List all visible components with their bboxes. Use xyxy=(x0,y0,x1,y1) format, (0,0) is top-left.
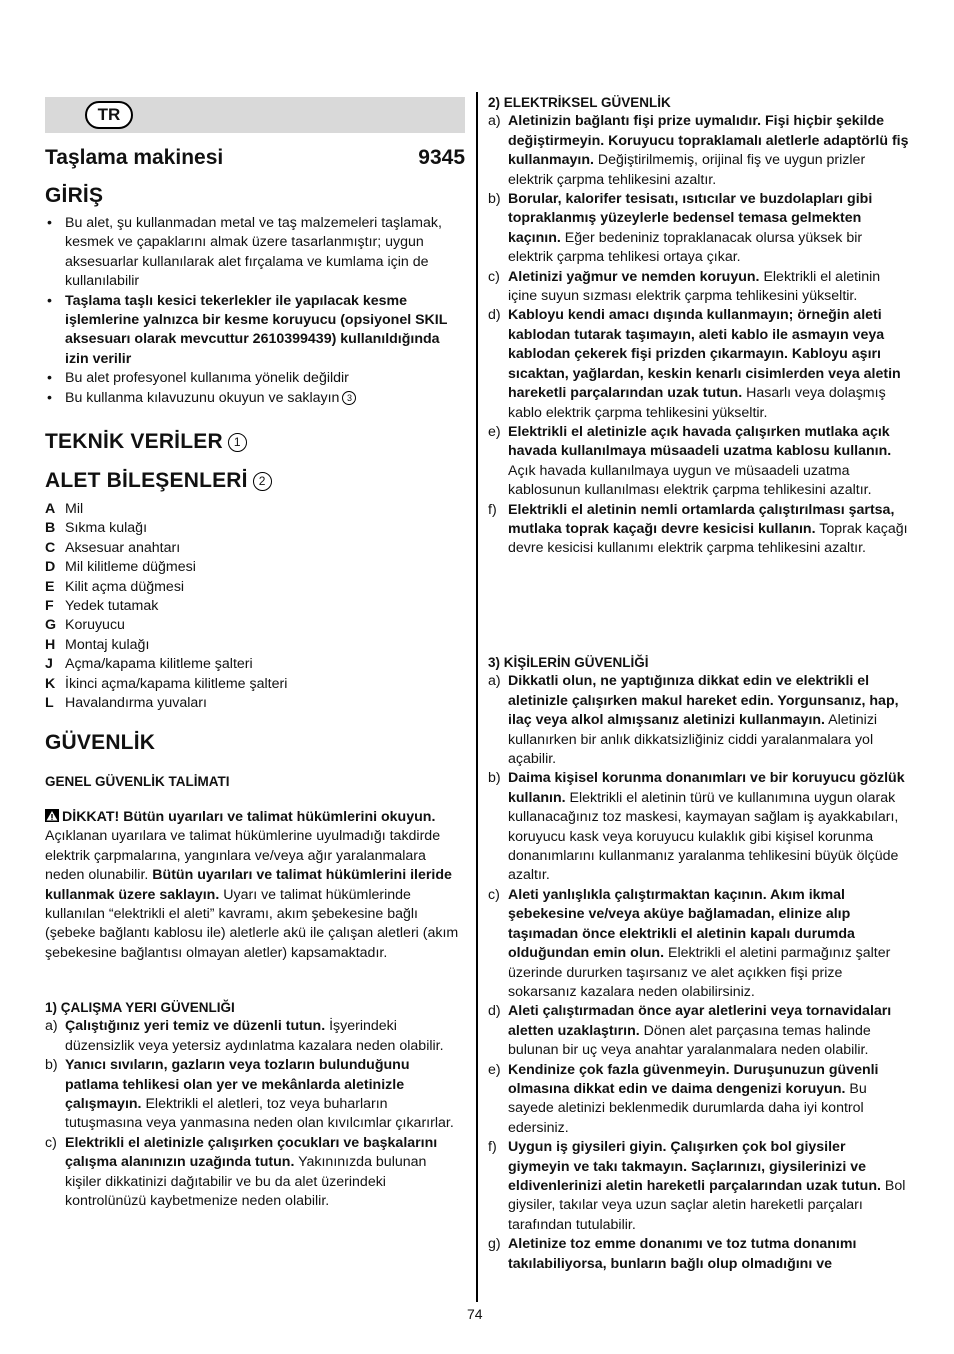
safety-item xyxy=(488,1061,910,1139)
safety-item xyxy=(45,1056,465,1134)
warning-bold: Bütün uyarıları ve talimat hükümlerini ileride kullanmak üzere saklayın. xyxy=(45,867,452,903)
component-row xyxy=(45,636,465,655)
item-text: Dönen alet parçasına temas halinde bulunan bir uç veya anahtar yaralanmalara neden olabilir. xyxy=(508,1022,871,1059)
item-bold-text: Elektrikli el aletinin nemli ortamlarda çalıştırılması şartsa, mutlaka toprak kaçağı devre kesicisi kullanın. xyxy=(508,501,895,537)
component-label: Sıkma kulağı xyxy=(65,520,148,537)
warning-normal: Açıklanan uyarılara ve talimat hükümlerine uyulmadığı takdirde elektrik çarpmalarına, yangınlara ve/veya ağır yaralanmalara neden olunabilir. xyxy=(45,828,441,884)
intro-bullet xyxy=(45,389,465,408)
component-key: L xyxy=(45,695,54,712)
safety-item xyxy=(488,769,910,885)
item-marker: b) xyxy=(488,770,501,787)
component-label: İkinci açma/kapama kilitleme şalteri xyxy=(65,675,288,692)
tech-heading xyxy=(45,430,247,454)
item-bold-text: Borular, kalorifer tesisatı, ısıtıcılar ve buzdolapları gibi topraklanmış yüzeylerle bedensel temasa gelmekten kaçının. xyxy=(508,191,873,246)
item-marker: b) xyxy=(45,1057,58,1074)
item-body xyxy=(508,501,910,559)
warning-paragraph xyxy=(45,808,465,963)
components-heading xyxy=(45,469,272,493)
item-text: İşyerindeki düzensizlik veya yetersiz aydınlatma kazalara neden olabilir. xyxy=(65,1018,444,1054)
safety-item xyxy=(488,306,910,422)
item-marker: b) xyxy=(488,191,501,208)
section-work-area xyxy=(45,998,465,1211)
item-text: Bol giysiler, takılar veya uzun saçlar aletin hareketli parçaları tarafından tutulabilir. xyxy=(508,1177,906,1233)
warning-bold: DİKKAT! Bütün uyarıları ve talimat hükümlerini okuyun. xyxy=(62,809,436,825)
item-body xyxy=(65,1017,465,1056)
safety-item xyxy=(488,1138,910,1235)
component-key: H xyxy=(45,636,56,653)
item-text: Bu sayede aletinizi beklenmedik durumlarda daha iyi kontrol edersiniz. xyxy=(508,1080,867,1136)
safety-item xyxy=(488,886,910,1002)
item-marker: a) xyxy=(45,1018,58,1035)
components-list xyxy=(45,500,465,713)
safety-item xyxy=(488,501,910,559)
component-key: A xyxy=(45,501,56,517)
general-safety-heading: GENEL GÜVENLİK TALİMATI xyxy=(45,774,230,789)
item-text: Aletinizi kullanırken bir anlık dikkatsizliğiniz ciddi yaralanmalara yol açabilir. xyxy=(508,712,878,768)
component-row xyxy=(45,500,465,519)
component-key: F xyxy=(45,598,54,615)
component-key: G xyxy=(45,617,57,634)
item-bold-text: Aletinizi yağmur ve nemden koruyun. xyxy=(508,268,760,285)
item-body xyxy=(65,1134,465,1212)
item-text: Eğer bedeniniz topraklanacak olursa yüksek bir elektrik çarpma tehlikesi ortaya çıkar. xyxy=(508,229,863,266)
item-body xyxy=(508,1235,910,1274)
item-text: Elektrikli el aletleri, toz veya buharların tutuşmasına veya yanmasına neden olan kıvılcımlar çıkarırlar. xyxy=(65,1096,454,1132)
item-text: Toprak kaçağı devre kesicisi kullanımı elektrik çarpma tehlikesini azaltır. xyxy=(508,520,908,557)
item-text: Açık havada kullanılmaya uygun ve müsaadeli uzatma kablosunun kullanılması elektrik çarpma tehlikesini azaltır. xyxy=(508,462,872,499)
component-row xyxy=(45,539,465,558)
section-electrical xyxy=(488,93,910,559)
components-heading-label: ALET BİLEŞENLERİ xyxy=(45,469,248,492)
tech-heading-label: TEKNİK VERİLER xyxy=(45,430,223,453)
item-bold-text: Yanıcı sıvıların, gazların veya tozların bulunduğunu patlama tehlikesi olan yer ve mekânlarda aletinizle çalışmayın. xyxy=(65,1057,410,1113)
item-marker: c) xyxy=(488,886,500,903)
item-body xyxy=(508,1061,910,1139)
figure-ref-3: 3 xyxy=(342,391,356,405)
item-body xyxy=(508,672,910,769)
item-bold-text: Aleti yanlışlıkla çalıştırmaktan kaçının. Akım ikmal şebekesine ve/veya aküye bağlamadan, elinize alıp taşımadan önce elektrikli el aletinin kapalı durumda olduğundan emin olun. xyxy=(508,886,855,962)
item-marker: c) xyxy=(45,1134,57,1151)
component-label: Yedek tutamak xyxy=(65,598,159,615)
component-label: Montaj kulağı xyxy=(65,636,150,653)
item-marker: a) xyxy=(488,113,501,130)
item-marker: g) xyxy=(488,1236,501,1253)
item-body xyxy=(65,1056,465,1134)
component-key: D xyxy=(45,559,56,576)
item-text: Elektrikli el aletinin türü ve kullanımına uygun olarak kullanacağınız toz maskesi, kaymayan sağlam iş ayakkabıları, koruyucu kask veya koruyucu kulaklık gibi kişisel korunma donanımlarını kullanmanız yaralanma tehlikesini büyük ölçüde azaltır. xyxy=(508,789,899,884)
safety-item xyxy=(488,268,910,307)
safety-item xyxy=(488,423,910,501)
intro-bullet xyxy=(45,214,465,292)
item-body xyxy=(508,1002,910,1060)
item-marker: e) xyxy=(488,1061,501,1078)
safety-item xyxy=(488,672,910,769)
figure-ref-2: 2 xyxy=(253,472,272,491)
bullet-text: Bu kullanma kılavuzunu okuyun ve saklayın xyxy=(65,389,340,406)
model-number: 9345 xyxy=(418,146,465,169)
item-bold-text: Dikkatli olun, ne yaptığınıza dikkat edin ve elektrikli el aletinizle çalışırken makul hareket edin. Yorgunsanız, hap, ilaç veya alkol almışsanız aletinizi kullanmayın. xyxy=(508,673,899,729)
component-label: Havalandırma yuvaları xyxy=(65,695,207,712)
intro-bullets xyxy=(45,214,465,408)
item-bold-text: Kendinize çok fazla güvenmeyin. Duruşunuzun güvenli olmasına dikkat edin ve daima dengenizi koruyun. xyxy=(508,1061,879,1097)
item-body xyxy=(508,769,910,885)
bullet-text: Bu alet, şu kullanmadan metal ve taş malzemeleri taşlamak, kesmek ve çapaklarını almak üzere tasarlanmıştır; uygun aksesuarlar kullanılarak alet fırçalama ve kumlama için de kullanılabilir xyxy=(65,215,442,290)
item-bold-text: Kabloyu kendi amacı dışında kullanmayın; örneğin aleti kablodan tutarak taşımayın, aleti kablo ile asmayın veya kablodan çekerek fişi prizden çıkarmayın. Kabloyu aşırı sıcaktan, yağlardan, keskin kenarlı cisimlerden veya aletin hareketli parçalarından uzak tutun. xyxy=(508,307,901,402)
warning-normal: Uyarı ve talimat hükümlerinde kullanılan “elektrikli el aleti” kavramı, akım şebekesine bağlı (şebeke bağlantı kablosu ile) aletlerle akü ile çalışan aletleri (akım şebekesine bağlantısı olmayan aletler) kapsamaktadır. xyxy=(45,886,459,961)
warning-icon xyxy=(45,809,59,822)
component-key: B xyxy=(45,520,56,537)
item-text: Elektrikli el aletini parmağınız şalter üzerinde dururken taşırsanız ve alet açıkken fişi prize sokarsanız kazalara neden olabilirsiniz. xyxy=(508,945,891,1000)
component-label: Koruyucu xyxy=(65,617,125,634)
component-row xyxy=(45,675,465,694)
item-text: Hasarlı veya dolaşmış kablo elektrik çarpma tehlikesini yükseltir. xyxy=(508,385,886,421)
item-bold-text: Uygun iş giysileri giyin. Çalışırken çok bol giysiler giymeyin ve takı takmayın. Saçlarınızı, giysilerinizi ve eldivenlerinizi aletin hareketli parçalarından uzak tutun. xyxy=(508,1139,881,1194)
item-body xyxy=(508,886,910,1002)
safety-item xyxy=(488,190,910,268)
item-marker: d) xyxy=(488,1003,501,1020)
item-body xyxy=(508,306,910,422)
component-label: Mil kilitleme düğmesi xyxy=(65,559,196,576)
safety-item xyxy=(488,1002,910,1060)
safety-item xyxy=(488,112,910,190)
item-bold-text: Aletinize toz emme donanımı ve toz tutma donanımı takılabiliyorsa, bunların bağlı olup olmadığını ve xyxy=(508,1236,857,1272)
component-label: Kilit açma düğmesi xyxy=(65,578,185,595)
item-bold-text: Aletinizin bağlantı fişi prize uymalıdır. Fişi hiçbir şekilde değiştirmeyin. Koruyucu topraklamalı aletlerle adaptörlü fiş kullanmayın. xyxy=(508,113,909,169)
component-row xyxy=(45,558,465,577)
component-key: E xyxy=(45,578,55,595)
intro-heading: GİRİŞ xyxy=(45,184,104,207)
item-body xyxy=(508,268,910,307)
section-title: 3) KİŞİLERİN GÜVENLİĞİ xyxy=(488,655,649,670)
language-badge: TR xyxy=(85,101,133,129)
item-text: Elektrikli el aletinin içine suyun sızması elektrik çarpma tehlikesini yükseltir. xyxy=(508,268,881,305)
item-body xyxy=(508,1138,910,1235)
item-bold-text: Daima kişisel korunma donanımları ve bir koruyucu gözlük kullanın. xyxy=(508,770,905,806)
component-row xyxy=(45,597,465,616)
component-key: C xyxy=(45,539,56,556)
item-marker: c) xyxy=(488,268,500,285)
item-body xyxy=(508,423,910,501)
bullet-text: Bu alet profesyonel kullanıma yönelik değildir xyxy=(65,370,349,387)
column-divider xyxy=(476,92,478,1302)
item-body xyxy=(508,190,910,268)
warning-text xyxy=(45,809,458,961)
section-personal xyxy=(488,653,910,1274)
item-bold-text: Elektrikli el aletinizle çalışırken çocukları ve başkalarını çalışma alanınızın uzağında tutun. xyxy=(65,1134,438,1171)
figure-ref-1: 1 xyxy=(228,433,247,452)
item-marker: a) xyxy=(488,673,501,690)
section-title: 2) ELEKTRİKSEL GÜVENLİK xyxy=(488,95,671,110)
intro-list xyxy=(45,214,465,408)
item-marker: d) xyxy=(488,307,501,324)
item-bold-text: Elektrikli el aletinizle açık havada çalışırken mutlaka açık havada kullanılmaya müsaadeli uzatma kablosu kullanın. xyxy=(508,423,892,460)
safety-item xyxy=(45,1017,465,1056)
intro-bullet xyxy=(45,369,465,388)
component-row xyxy=(45,655,465,674)
item-marker: f) xyxy=(488,501,497,518)
item-text: Yakınınızda bulunan kişiler dikkatinizi dağıtabilir ve bu da alet üzerindeki kontrolünüzü kaybetmenize neden olabilir. xyxy=(65,1154,427,1210)
item-marker: f) xyxy=(488,1139,497,1156)
page-number: 74 xyxy=(467,1306,483,1322)
safety-heading: GÜVENLİK xyxy=(45,731,156,754)
component-key: J xyxy=(45,656,53,673)
component-row xyxy=(45,694,465,713)
component-row xyxy=(45,519,465,538)
component-label: Mil xyxy=(65,501,84,517)
item-marker: e) xyxy=(488,423,501,440)
product-title: Taşlama makinesi xyxy=(45,146,224,169)
section-title: 1) ÇALIŞMA YERI GÜVENLIĞI xyxy=(45,1000,235,1015)
item-body xyxy=(508,112,910,190)
item-bold-text: Aleti çalıştırmadan önce ayar aletlerini veya tornavidaları aletten uzaklaştırın. xyxy=(508,1003,892,1039)
component-row xyxy=(45,578,465,597)
item-text: Değiştirilmemiş, orijinal fiş ve uygun prizler elektrik çarpma tehlikesini azaltır. xyxy=(508,152,866,188)
bullet-bold-text: Taşlama taşlı kesici tekerlekler ile yapılacak kesme işlemlerine yalnızca bir kesme koruyucu (opsiyonel SKIL aksesuarı olarak mevcuttur 2610399439) kullanıldığında izin verilir xyxy=(65,292,448,367)
intro-bullet xyxy=(45,292,465,370)
product-header xyxy=(45,146,465,170)
component-label: Aksesuar anahtarı xyxy=(65,539,181,556)
safety-item xyxy=(488,1235,910,1274)
component-label: Açma/kapama kilitleme şalteri xyxy=(65,656,253,673)
component-key: K xyxy=(45,675,56,692)
safety-item xyxy=(45,1134,465,1212)
item-bold-text: Çalıştığınız yeri temiz ve düzenli tutun. xyxy=(65,1018,326,1035)
language-bar xyxy=(45,97,465,133)
component-row xyxy=(45,616,465,635)
